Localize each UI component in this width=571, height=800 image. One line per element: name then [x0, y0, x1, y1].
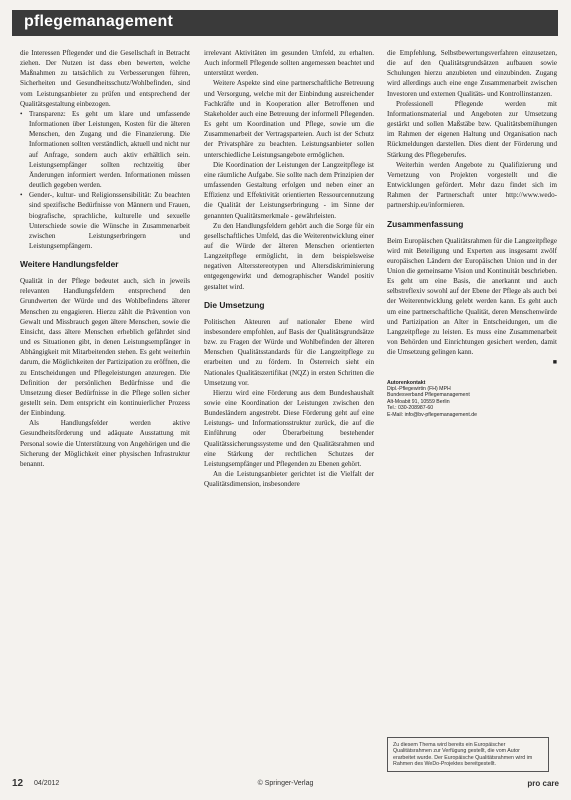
- section-title: pflegemanagement: [24, 13, 174, 30]
- column-right: [387, 48, 557, 418]
- contact-line: Dipl.-Pflegewirtin (FH) MPH: [387, 385, 451, 392]
- paragraph: Zu den Handlungsfeldern gehört auch die Sorge für ein gesellschaftliches Umfeld, das die Weiterentwicklung einer auf die Würde der älteren Menschen orientierten Langzeitpflege ermöglicht, in dem beispielsweise negativen Altersstereotypen und Altersdiskriminierung entgegengewirkt und demographischer Wandel positiv gestaltet wird.: [204, 221, 374, 291]
- page-number: 12: [12, 778, 24, 789]
- paragraph: Weitere Aspekte sind eine partnerschaftliche Betreuung und Versorgung, welche mit der Einbindung ausreichender Fachkräfte und in Kooperation aller Betroffenen und Stakeholder auch eine Betreuung der informell Pflegenden. Es geht um Koordination und Pflege, sowie um die Zusammenarbeit der Vertragsparteien. Auch ist der Schutz der Privatsphäre zu beachten. Leistungsanbieter sollen unterschiedliche Leistungsangebote ermöglichen.: [204, 79, 374, 159]
- paragraph: irrelevant Aktivitäten im gesunden Umfeld, zu erhalten. Auch informell Pflegende sollten angemessen beachtet und unterstützt werden.: [204, 49, 374, 78]
- paragraph: Hierzu wird eine Förderung aus dem Bundeshaushalt sowie eine Koordination der Leistungen zwischen den Bundesländern angestrebt. Diese Förderung geht auf eine Leistungs- und Informationsstruktur zurück, die auf die Einführung oder Überarbeitung bestehender Qualitätssicherungssysteme und den Qualitätsrahmen und eine Stärkung der rechtlichen Schutzes der Leistungsempfänger und Pflegenden zu Ebenen gehört.: [204, 388, 374, 468]
- bullet-item: • Transparenz: Es geht um klare und umfassende Informationen über Leistungen, Kosten für die älteren Menschen, den Zugang und die Finanzierung. Die Informationen sollten verständlich, aktuell und nicht nur auf Anfrage, sondern auch aktiv erhältlich sein. Leistungsempfänger sollten rechtzeitig über Änderungen informiert werden. Informationen müssen deutlich gegeben werden.: [20, 109, 190, 190]
- bullet-item: • Gender-, kultur- und Religionssensibilität: Zu beachten sind spezifische Bedürfnisse von Männern und Frauen, biografische, sprachliche, kulturelle und sexuelle Unterschiede sowie die Wünsche in Zusammenarbeit zwischen Leistungserbringern und Leistungsempfängern.: [20, 190, 190, 251]
- contact-line: Alt-Moabit 91, 10559 Berlin: [387, 398, 450, 405]
- section-heading: Die Umsetzung: [204, 299, 265, 310]
- paragraph: Beim Europäischen Qualitätsrahmen für die Langzeitpflege wird mit Beteiligung und Experten aus insgesamt zwölf europäischen Ländern der Europäischen Union und in der Union die gemeinsame Vision und Kontinuität beschrieben. Es geht um eine Basis, die anerkannt und auch selbstreflexiv sowohl auf der Ebene der Pflege als auch bei der Weiterentwicklung gelebt werden kann. Es geht auch um eine partnerschaftliche Qualität, deren Menschenwürde und Partizipation an Alter in Entscheidungen, um die Langzeitpflege zu leisten. Es muss eine Zusammenarbeit von Behörden und Einrichtungen gesichert werden, damit die Umsetzung gelingen kann.: [387, 236, 557, 357]
- author-contact: [387, 380, 557, 418]
- paragraph: Qualität in der Pflege bedeutet auch, sich in jeweils relevanten Handlungsfeldern entsprechend den Grundwerten der Würde und des Wohlbefindens älterer Menschen zu engagieren. Hierzu zählt die Prävention von Gewalt und Missbrauch gegen ältere Menschen, sowie die Einsicht, dass ältere Menschen erheblich gefährdet sind und es Situationen gibt, in denen Leistungsempfänger in Abhängigkeit mit Mitarbeitenden stehen. Es geht weiterhin darum, die Möglichkeiten der Partizipation zu eröffnen, die zu Entscheidungen und Pflegeleistungen anzuregen. Die Definition der persönlichen Bedürfnisse und die Umsetzung dieser Bedürfnisse in die Pflege sollen sicher gestellt sein. Dem entspricht ein kontinuierlicher Prozess der Einbindung.: [20, 277, 190, 418]
- contact-title: Autorenkontakt: [387, 379, 426, 386]
- contact-line: E-Mail: info@bv-pflegemanagement.de: [387, 411, 478, 418]
- contact-line: Bundesverband Pflegemanagement: [387, 392, 470, 399]
- paragraph: Als Handlungsfelder werden aktive Gesundheitsförderung und adäquate Ausstattung mit Personal sowie die Unterstützung von Angehörigen und die Sicherung der Möglichkeit einer physischen Infrastruktur benannt.: [20, 419, 190, 468]
- paragraph: Professionell Pflegende werden mit Informationsmaterial und Angeboten zur Umsetzung gestärkt und sollen Maßstäbe bzw. Qualitätsbemühungen im Rahmen der eigenen Haltung und Organisation nach Rückmeldungen darstellen. Dies dient der Förderung und Stärkung des Pflegeberufes.: [387, 99, 557, 159]
- section-heading: Weitere Handlungsfelder: [20, 259, 119, 270]
- paragraph: die Interessen Pflegender und die Gesellschaft in Betracht ziehen. Der Nutzen ist dass eben bewerten, welche Maßnahmen zu tatsächlich zu Verbesserungen führen, Sicherheiten und Gesundheitsschutz/Wohlbefinden, sind vom Leistungsanbieter zu prüfen und entsprechend der Qualitätsgestaltung einbezogen.: [20, 49, 190, 108]
- paragraph: Politischen Akteuren auf nationaler Ebene wird insbesondere empfohlen, auf Basis der Qualitätsgrundsätze bzw. zu Fragen der Würde und Wohlbefinden der älteren Menschen Qualitätsstandards für die Langzeitpflege zu erarbeiten und zu fördern. In Österreich sieht ein Nationales Qualitätszertifikat (NQZ) in ersten Schritten die Umsetzung vor.: [204, 317, 374, 387]
- note-box: Zu diesem Thema wird bereits ein Europäischer Qualitätsrahmen zur Verfügung gestellt, die vom Autor erarbeitet wurde. Der Europäische Qualitätsrahmen wird im Rahmen des WeDo-Projektes bereitgestellt.: [387, 737, 549, 772]
- paragraph: Die Koordination der Leistungen der Langzeitpflege ist eine räumliche Aufgabe. Sie sollte nach dem Prinzipien der umfassenden Gestaltung erfolgen und neben einer an Effizienz und Effektivität orientierten Ressourcennutzung die Qualität der Leistungserbringung - im Sinne der genannten Qualitätsmerkmale - gewährleisten.: [204, 160, 374, 220]
- paragraph: die Empfehlung, Selbstbewertungsverfahren einzusetzen, die auf den Qualitätsgrundsätzen aufbauen sowie Schulungen hierzu anzubieten und einzubinden. Zugang wird allerdings auch eine enge Zusammenarbeit zwischen Investoren und externen Qualitäts- und Kontrollinstanzen.: [387, 49, 557, 98]
- paragraph: An die Leistungsanbieter gerichtet ist die Vielfalt der Qualitätsdimension, insbesondere: [204, 470, 374, 489]
- end-mark: ■: [552, 358, 557, 367]
- paragraph: Weiterhin werden Angebote zu Qualifizierung und Vernetzung von Projekten vorgestellt und die Entwicklungen gefördert. Mehr dazu findet sich im Rahmen der Partnerschaft unter http://www.wedo-partnership.eu/informieren.: [387, 160, 557, 210]
- magazine-name: pro care: [527, 779, 559, 788]
- publisher: © Springer-Verlag: [257, 780, 314, 787]
- section-heading: Zusammenfassung: [387, 218, 464, 229]
- column-left: [20, 48, 190, 469]
- column-middle: [204, 48, 374, 489]
- issue-number: 04/2012: [34, 780, 60, 787]
- section-header: [12, 10, 558, 36]
- page-footer: [12, 778, 559, 790]
- contact-line: Tel.: 030-208987-60: [387, 405, 434, 412]
